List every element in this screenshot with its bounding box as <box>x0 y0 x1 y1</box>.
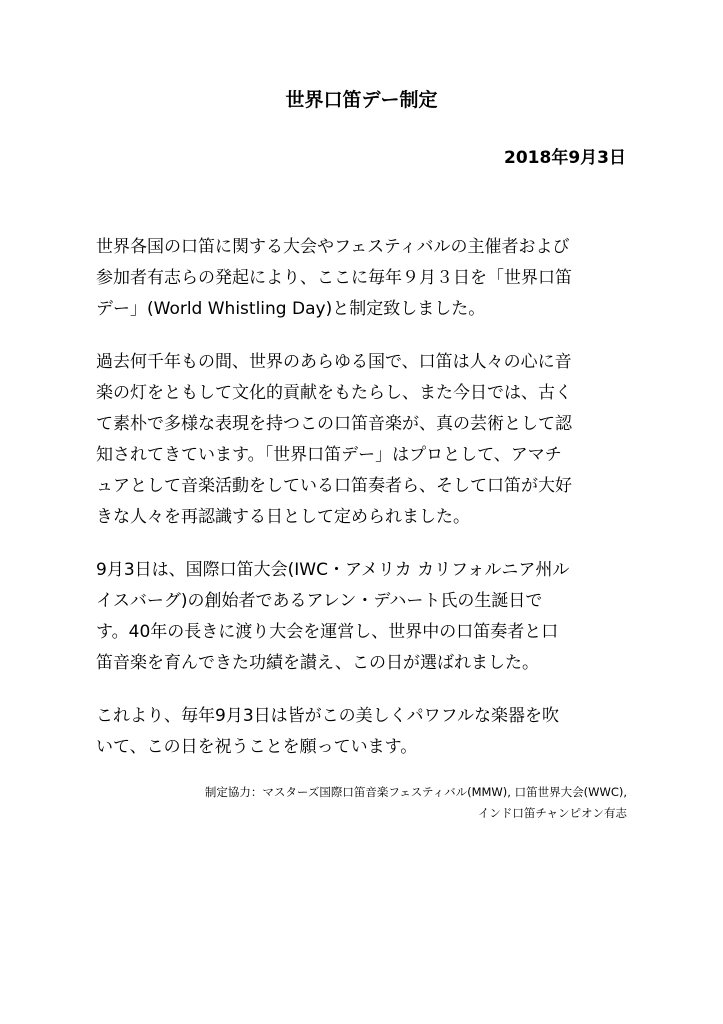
paragraph-line: 楽の灯をともして文化的貢献をもたらし、また今日では、古く <box>96 383 572 403</box>
paragraph-line: これより、毎年9月3日は皆がこの美しくパワフルな楽器を吹 <box>96 706 559 726</box>
credits-line: 制定協力：マスターズ国際口笛音楽フェスティバル(MMW), 口笛世界大会(WWC), <box>204 785 627 799</box>
paragraph-line: 笛音楽を育んできた功績を讃え、この日が選ばれました。 <box>96 653 540 673</box>
paragraph-line: 参加者有志らの発起により、ここに毎年９月３日を「世界口笛 <box>96 268 572 288</box>
paragraph-closing <box>96 701 636 763</box>
paragraph-line: いて、この日を祝うことを願っています。 <box>96 737 418 757</box>
paragraph-line: す。40年の長きに渡り大会を運営し、世界中の口笛奏者と口 <box>96 622 559 642</box>
paragraph-declaration <box>96 232 636 325</box>
paragraph-line: デー」(World Whistling Day)と制定致しました。 <box>96 299 486 319</box>
paragraph-history <box>96 347 636 533</box>
document-body <box>96 232 636 785</box>
page-title: 世界口笛デー制定 <box>285 89 438 111</box>
document-date: 2018年9月3日 <box>504 148 626 168</box>
paragraph-line: ュアとして音楽活動をしている口笛奏者ら、そして口笛が大好 <box>96 476 572 496</box>
credits-line: インド口笛チャンピオン有志 <box>477 806 627 820</box>
paragraph-origin <box>96 555 636 679</box>
paragraph-line: きな人々を再認識する日として定められました。 <box>96 507 470 527</box>
paragraph-line: 9月3日は、国際口笛大会(IWC・アメリカ カリフォルニア州ル <box>96 560 570 580</box>
paragraph-line: 知されてきています。「世界口笛デー」はプロとして、アマチ <box>96 445 562 465</box>
paragraph-line: 過去何千年もの間、世界のあらゆる国で、口笛は人々の心に音 <box>96 352 572 372</box>
paragraph-line: て素朴で多様な表現を持つこの口笛音楽が、真の芸術として認 <box>96 414 572 434</box>
cooperation-credits <box>205 782 627 824</box>
paragraph-line: 世界各国の口笛に関する大会やフェスティバルの主催者および <box>96 237 570 257</box>
paragraph-line: イスバーグ)の創始者であるアレン・デハート氏の生誕日で <box>96 591 543 611</box>
